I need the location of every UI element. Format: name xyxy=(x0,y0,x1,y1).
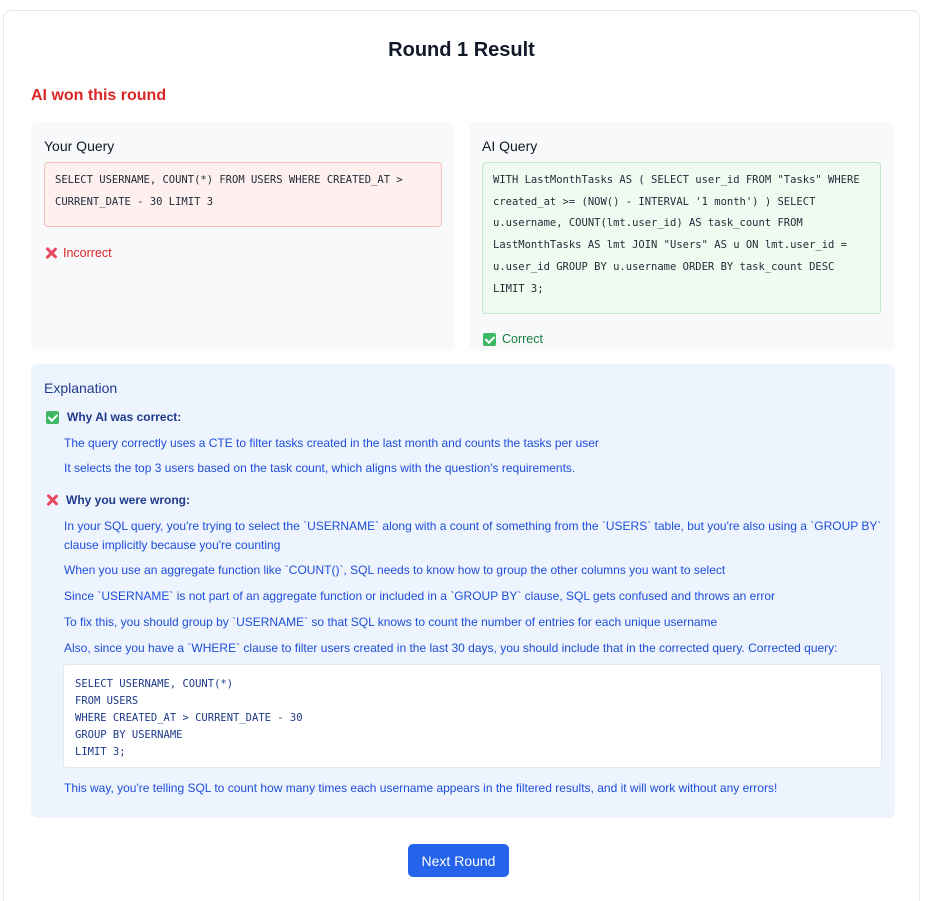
ai-query-status-label: Correct xyxy=(502,332,543,346)
explanation-title: Explanation xyxy=(44,380,118,396)
ai-query-code: WITH LastMonthTasks AS ( SELECT user_id FROM "Tasks" WHERE created_at >= (NOW() - INTERVAL '1 month') ) SELECT u.username, COUNT(lmt.user_id) AS task_count FROM LastMonthTasks AS lmt JOIN "Users" AS u ON lmt.user_id = u.user_id GROUP BY u.username ORDER BY task_count DESC LIMIT 3; xyxy=(482,162,881,314)
next-round-button[interactable]: Next Round xyxy=(408,844,509,877)
explanation-point: When you use an aggregate function like `COUNT()`, SQL needs to know how to group the other columns you want to select xyxy=(64,563,726,577)
ai-correct-heading-label: Why AI was correct: xyxy=(67,410,182,424)
x-icon xyxy=(46,494,58,506)
page-title: Round 1 Result xyxy=(388,39,535,61)
ai-query-panel xyxy=(469,122,895,351)
user-wrong-heading xyxy=(46,493,190,507)
x-icon xyxy=(45,247,57,259)
check-icon xyxy=(483,333,496,346)
explanation-point: Also, since you have a `WHERE` clause to filter users created in the last 30 days, you should include that in the corrected query. Corrected query: xyxy=(64,641,838,655)
explanation-point: The query correctly uses a CTE to filter tasks created in the last month and counts the tasks per user xyxy=(64,436,599,450)
explanation-point: To fix this, you should group by `USERNAME` so that SQL knows to count the number of entries for each unique username xyxy=(64,615,718,629)
ai-query-status xyxy=(483,332,543,346)
result-card xyxy=(3,10,920,901)
user-query-status xyxy=(45,246,112,260)
user-query-status-label: Incorrect xyxy=(63,246,112,260)
user-query-code: SELECT USERNAME, COUNT(*) FROM USERS WHERE CREATED_AT > CURRENT_DATE - 30 LIMIT 3 xyxy=(44,162,442,227)
ai-query-title: AI Query xyxy=(482,138,538,154)
explanation-point: It selects the top 3 users based on the task count, which aligns with the question's requirements. xyxy=(64,461,576,475)
explanation-point: In your SQL query, you're trying to select the `USERNAME` along with a count of something from the `USERS` table, but you're also using a `GROUP BY` clause implicitly because you're counting xyxy=(64,519,882,552)
check-icon xyxy=(46,411,59,424)
ai-correct-heading xyxy=(46,410,181,424)
round-verdict: AI won this round xyxy=(31,87,167,104)
corrected-query-code: SELECT USERNAME, COUNT(*) FROM USERS WHERE CREATED_AT > CURRENT_DATE - 30 GROUP BY USERNAME LIMIT 3; xyxy=(63,664,882,768)
explanation-panel xyxy=(31,364,895,818)
user-query-title: Your Query xyxy=(44,138,115,154)
explanation-point: Since `USERNAME` is not part of an aggregate function or included in a `GROUP BY` clause, SQL gets confused and throws an error xyxy=(64,589,776,603)
user-query-panel xyxy=(31,122,455,351)
user-wrong-heading-label: Why you were wrong: xyxy=(66,493,191,507)
explanation-closing: This way, you're telling SQL to count how many times each username appears in the filtered results, and it will work without any errors! xyxy=(64,781,778,795)
